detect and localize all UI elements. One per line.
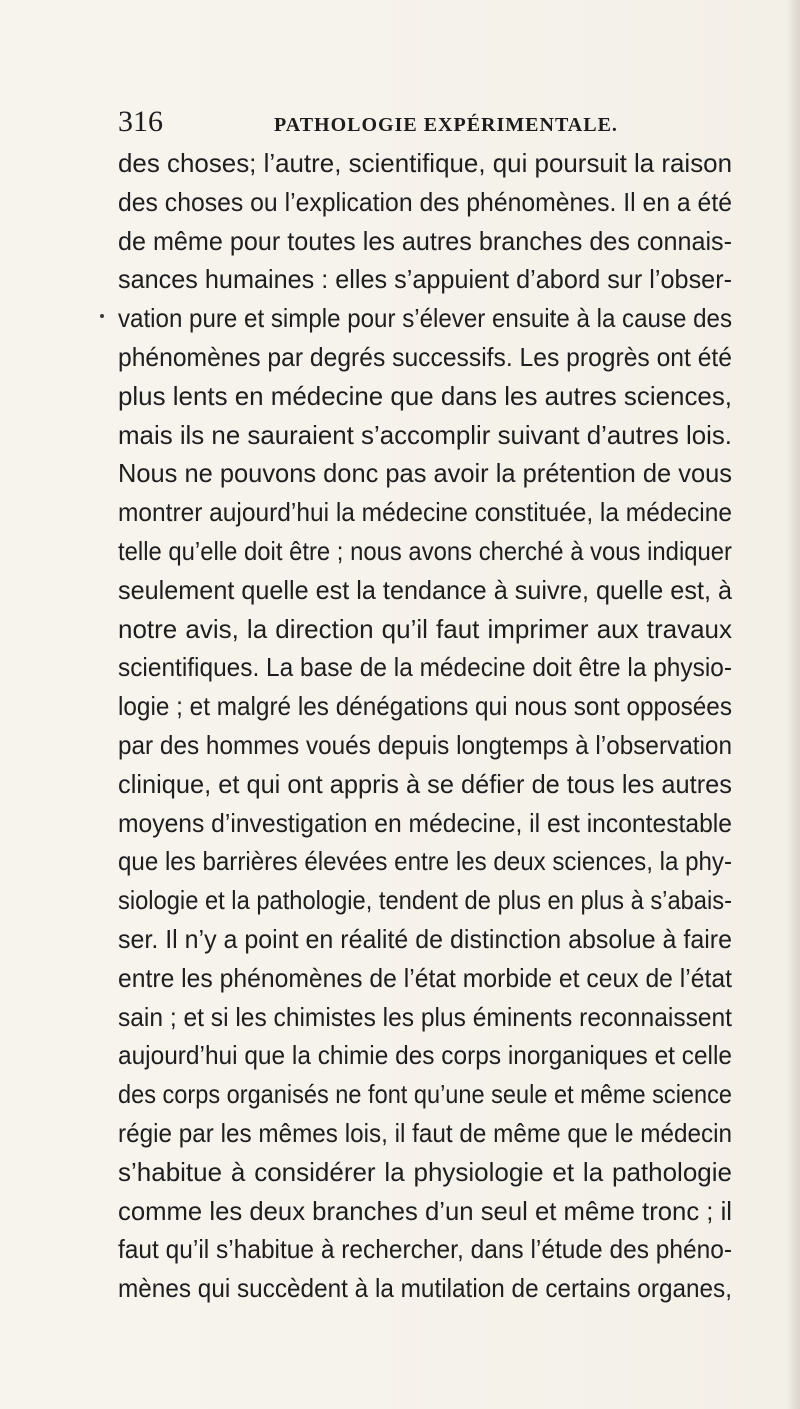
text-line: sain ; et si les chimistes les plus éminents reconnaissent [118,1001,732,1032]
text-line: entre les phénomènes de l’état morbide et ceux de l’état [118,962,732,993]
text-line: régie par les mêmes lois, il faut de même que le médecin [118,1117,732,1148]
text-line: aujourd’hui que la chimie des corps inorganiques et celle [118,1040,732,1071]
text-line: plus lents en médecine que dans les autres sciences, [118,380,732,411]
text-line: comme les deux branches d’un seul et même tronc ; il [118,1195,732,1226]
text-line: montrer aujourd’hui la médecine constituée, la médecine [118,497,732,528]
text-line: Nous ne pouvons donc pas avoir la prétention de vous [118,458,732,489]
text-line: des choses; l’autre, scientifique, qui poursuit la raison [118,148,732,178]
text-line: ser. Il n’y a point en réalité de distinction absolue à faire [118,923,732,954]
text-line: phénomènes par degrés successifs. Les progrès ont été [118,341,732,372]
page-number: 316 [118,105,163,138]
text-line: des choses ou l’explication des phénomènes. Il en a été [118,186,732,217]
text-line: s’habitue à considérer la physiologie et la pathologie [118,1156,732,1187]
text-line: sances humaines : elles s’appuient d’abord sur l’obser- [118,264,732,295]
text-line: par des hommes voués depuis longtemps à l’observation [118,729,732,760]
text-line: faut qu’il s’habitue à rechercher, dans l’étude des phéno- [118,1234,732,1265]
text-line: moyens d’investigation en médecine, il est incontestable [118,807,732,838]
running-title: PATHOLOGIE EXPÉRIMENTALE. [274,114,618,136]
margin-mark [100,314,104,318]
text-line: mènes qui succèdent à la mutilation de certains organes, [118,1273,732,1304]
text-line: logie ; et malgré les dénégations qui nous sont opposées [118,691,732,722]
text-line: de même pour toutes les autres branches des connais- [118,225,732,256]
text-line: que les barrières élevées entre les deux sciences, la phy- [118,846,732,877]
text-line: clinique, et qui ont appris à se défier de tous les autres [118,768,732,799]
page-header [118,104,718,144]
text-line: scientifiques. La base de la médecine doit être la physio- [118,652,732,683]
page-edge-shadow [786,0,800,1409]
text-line: mais ils ne sauraient s’accomplir suivant d’autres lois. [118,419,732,450]
text-line: siologie et la pathologie, tendent de plus en plus à s’abais- [118,885,732,916]
text-line: seulement quelle est la tendance à suivre, quelle est, à [118,574,732,605]
body-text [118,144,732,1308]
text-line: des corps organisés ne font qu’une seule et même science [118,1079,732,1110]
text-line: notre avis, la direction qu’il faut imprimer aux travaux [118,613,732,644]
text-line: telle qu’elle doit être ; nous avons cherché à vous indiquer [118,535,732,566]
text-line: vation pure et simple pour s’élever ensuite à la cause des [118,303,732,334]
